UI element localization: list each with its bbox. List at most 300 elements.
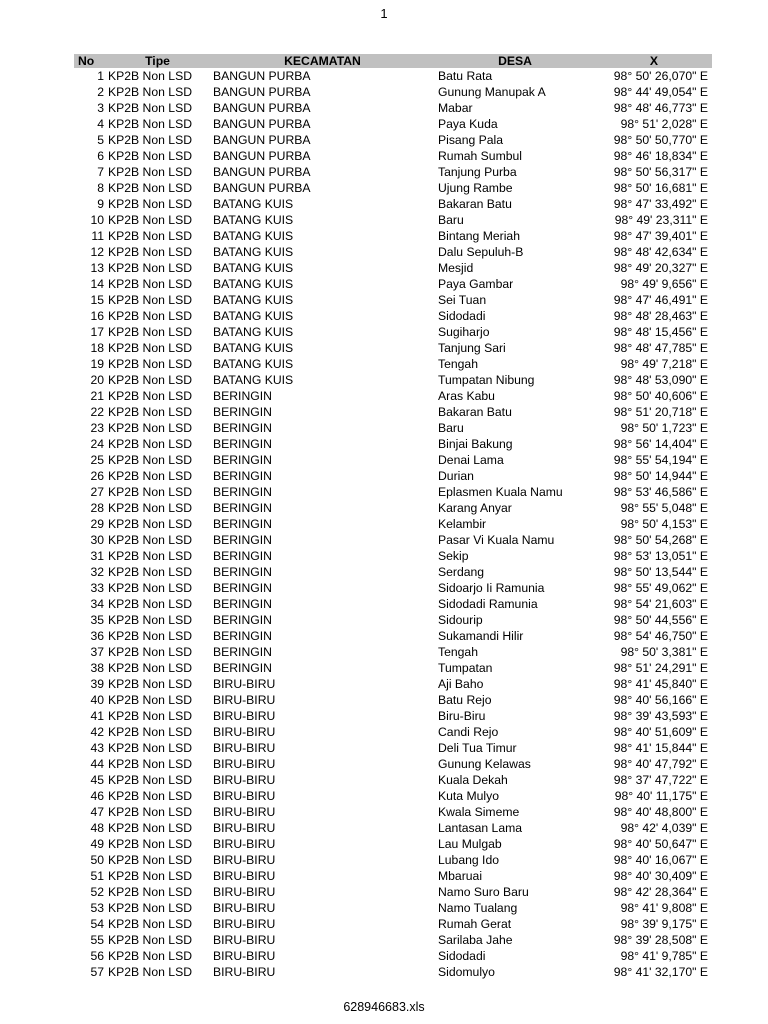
cell-desa: Tanjung Purba <box>438 165 517 179</box>
cell-tipe: KP2B Non LSD <box>108 949 193 963</box>
cell-kecamatan: BATANG KUIS <box>213 245 294 259</box>
table-header-row <box>74 54 712 68</box>
cell-tipe: KP2B Non LSD <box>108 677 193 691</box>
cell-no: 38 <box>90 661 104 675</box>
cell-x: 98° 37' 47,722" E <box>613 773 708 787</box>
cell-kecamatan: BATANG KUIS <box>213 293 294 307</box>
cell-no: 35 <box>90 613 104 627</box>
cell-no: 5 <box>97 133 104 147</box>
cell-no: 43 <box>90 741 104 755</box>
cell-no: 32 <box>90 565 104 579</box>
cell-tipe: KP2B Non LSD <box>108 245 193 259</box>
table-row <box>74 484 712 500</box>
cell-no: 39 <box>90 677 104 691</box>
cell-kecamatan: BIRU-BIRU <box>213 965 276 979</box>
table-row <box>74 404 712 420</box>
cell-no: 17 <box>90 325 104 339</box>
table-row <box>74 324 712 340</box>
cell-tipe: KP2B Non LSD <box>108 101 193 115</box>
table-row <box>74 724 712 740</box>
cell-desa: Bakaran Batu <box>438 197 512 211</box>
cell-tipe: KP2B Non LSD <box>108 213 193 227</box>
cell-tipe: KP2B Non LSD <box>108 117 193 131</box>
cell-x: 98° 48' 47,785" E <box>613 341 708 355</box>
cell-desa: Batu Rata <box>438 69 493 83</box>
cell-x: 98° 51' 2,028" E <box>620 117 708 131</box>
cell-kecamatan: BATANG KUIS <box>213 229 294 243</box>
cell-kecamatan: BERINGIN <box>213 533 272 547</box>
cell-desa: Baru <box>438 213 464 227</box>
cell-x: 98° 55' 54,194" E <box>613 453 708 467</box>
cell-desa: Deli Tua Timur <box>438 741 517 755</box>
cell-kecamatan: BIRU-BIRU <box>213 789 276 803</box>
table-row <box>74 852 712 868</box>
cell-tipe: KP2B Non LSD <box>108 581 193 595</box>
cell-kecamatan: BIRU-BIRU <box>213 741 276 755</box>
cell-x: 98° 51' 24,291" E <box>613 661 708 675</box>
table-row <box>74 276 712 292</box>
cell-x: 98° 41' 15,844" E <box>613 741 708 755</box>
cell-no: 10 <box>90 213 104 227</box>
cell-x: 98° 50' 14,944" E <box>613 469 708 483</box>
cell-desa: Sidourip <box>438 613 483 627</box>
table-row <box>74 548 712 564</box>
cell-no: 45 <box>90 773 104 787</box>
table-row <box>74 148 712 164</box>
cell-no: 7 <box>97 165 104 179</box>
cell-desa: Denai Lama <box>438 453 504 467</box>
cell-kecamatan: BATANG KUIS <box>213 309 294 323</box>
cell-desa: Candi Rejo <box>438 725 499 739</box>
cell-desa: Sidodadi <box>438 949 486 963</box>
cell-kecamatan: BIRU-BIRU <box>213 901 276 915</box>
table-row <box>74 228 712 244</box>
cell-no: 36 <box>90 629 104 643</box>
cell-no: 47 <box>90 805 104 819</box>
cell-kecamatan: BANGUN PURBA <box>213 165 311 179</box>
cell-no: 57 <box>90 965 104 979</box>
table-row <box>74 292 712 308</box>
cell-kecamatan: BERINGIN <box>213 597 272 611</box>
cell-desa: Aras Kabu <box>438 389 495 403</box>
cell-desa: Eplasmen Kuala Namu <box>438 485 563 499</box>
cell-tipe: KP2B Non LSD <box>108 741 193 755</box>
table-row <box>74 500 712 516</box>
cell-kecamatan: BIRU-BIRU <box>213 693 276 707</box>
cell-kecamatan: BERINGIN <box>213 581 272 595</box>
cell-no: 19 <box>90 357 104 371</box>
cell-tipe: KP2B Non LSD <box>108 901 193 915</box>
cell-tipe: KP2B Non LSD <box>108 885 193 899</box>
cell-no: 44 <box>90 757 104 771</box>
table-row <box>74 452 712 468</box>
cell-desa: Tengah <box>438 645 478 659</box>
cell-tipe: KP2B Non LSD <box>108 325 193 339</box>
cell-tipe: KP2B Non LSD <box>108 69 193 83</box>
cell-tipe: KP2B Non LSD <box>108 789 193 803</box>
table-row <box>74 820 712 836</box>
cell-no: 28 <box>90 501 104 515</box>
cell-kecamatan: BIRU-BIRU <box>213 949 276 963</box>
cell-kecamatan: BERINGIN <box>213 405 272 419</box>
cell-tipe: KP2B Non LSD <box>108 917 193 931</box>
cell-kecamatan: BATANG KUIS <box>213 373 294 387</box>
cell-kecamatan: BIRU-BIRU <box>213 853 276 867</box>
cell-tipe: KP2B Non LSD <box>108 485 193 499</box>
cell-desa: Lubang Ido <box>438 853 499 867</box>
cell-desa: Kelambir <box>438 517 487 531</box>
cell-kecamatan: BERINGIN <box>213 549 272 563</box>
cell-tipe: KP2B Non LSD <box>108 133 193 147</box>
cell-tipe: KP2B Non LSD <box>108 693 193 707</box>
cell-kecamatan: BATANG KUIS <box>213 357 294 371</box>
cell-no: 12 <box>90 245 104 259</box>
table-row <box>74 612 712 628</box>
cell-no: 20 <box>90 373 104 387</box>
cell-no: 31 <box>90 549 104 563</box>
cell-x: 98° 50' 54,268" E <box>613 533 708 547</box>
cell-tipe: KP2B Non LSD <box>108 645 193 659</box>
cell-tipe: KP2B Non LSD <box>108 629 193 643</box>
cell-x: 98° 49' 20,327" E <box>613 261 708 275</box>
cell-no: 48 <box>90 821 104 835</box>
table-row <box>74 532 712 548</box>
table-row <box>74 884 712 900</box>
cell-kecamatan: BANGUN PURBA <box>213 117 311 131</box>
header-no: No <box>74 54 104 68</box>
cell-x: 98° 55' 49,062" E <box>613 581 708 595</box>
cell-desa: Ujung Rambe <box>438 181 513 195</box>
cell-no: 24 <box>90 437 104 451</box>
cell-tipe: KP2B Non LSD <box>108 821 193 835</box>
table-row <box>74 868 712 884</box>
cell-desa: Mbaruai <box>438 869 483 883</box>
cell-x: 98° 47' 33,492" E <box>613 197 708 211</box>
cell-x: 98° 40' 16,067" E <box>613 853 708 867</box>
cell-kecamatan: BANGUN PURBA <box>213 181 311 195</box>
cell-kecamatan: BIRU-BIRU <box>213 805 276 819</box>
cell-desa: Bakaran Batu <box>438 405 512 419</box>
table-row <box>74 900 712 916</box>
table-row <box>74 180 712 196</box>
cell-tipe: KP2B Non LSD <box>108 389 193 403</box>
cell-no: 49 <box>90 837 104 851</box>
cell-kecamatan: BATANG KUIS <box>213 341 294 355</box>
cell-desa: Serdang <box>438 565 485 579</box>
header-tipe: Tipe <box>104 54 211 68</box>
cell-x: 98° 39' 9,175" E <box>620 917 708 931</box>
cell-x: 98° 48' 46,773" E <box>613 101 708 115</box>
cell-tipe: KP2B Non LSD <box>108 357 193 371</box>
cell-desa: Sukamandi Hilir <box>438 629 524 643</box>
cell-x: 98° 50' 4,153" E <box>620 517 708 531</box>
cell-x: 98° 42' 28,364" E <box>613 885 708 899</box>
cell-desa: Kuta Mulyo <box>438 789 499 803</box>
cell-no: 41 <box>90 709 104 723</box>
cell-tipe: KP2B Non LSD <box>108 373 193 387</box>
cell-no: 9 <box>97 197 104 211</box>
table-row <box>74 308 712 324</box>
table-row <box>74 244 712 260</box>
table-row <box>74 196 712 212</box>
cell-kecamatan: BIRU-BIRU <box>213 837 276 851</box>
cell-tipe: KP2B Non LSD <box>108 773 193 787</box>
cell-kecamatan: BATANG KUIS <box>213 261 294 275</box>
cell-no: 21 <box>90 389 104 403</box>
cell-kecamatan: BERINGIN <box>213 501 272 515</box>
cell-kecamatan: BERINGIN <box>213 517 272 531</box>
cell-no: 22 <box>90 405 104 419</box>
cell-no: 46 <box>90 789 104 803</box>
cell-kecamatan: BIRU-BIRU <box>213 773 276 787</box>
header-kecamatan: KECAMATAN <box>211 54 434 68</box>
table-row <box>74 948 712 964</box>
cell-desa: Pasar Vi Kuala Namu <box>438 533 555 547</box>
cell-x: 98° 50' 16,681" E <box>613 181 708 195</box>
cell-desa: Namo Tualang <box>438 901 518 915</box>
table-row <box>74 84 712 100</box>
cell-tipe: KP2B Non LSD <box>108 501 193 515</box>
cell-desa: Gunung Manupak A <box>438 85 546 99</box>
cell-tipe: KP2B Non LSD <box>108 437 193 451</box>
cell-kecamatan: BIRU-BIRU <box>213 869 276 883</box>
cell-desa: Binjai Bakung <box>438 437 513 451</box>
cell-desa: Sugiharjo <box>438 325 490 339</box>
table-row <box>74 212 712 228</box>
cell-no: 13 <box>90 261 104 275</box>
cell-desa: Karang Anyar <box>438 501 512 515</box>
cell-no: 3 <box>97 101 104 115</box>
cell-x: 98° 41' 32,170" E <box>613 965 708 979</box>
table-row <box>74 772 712 788</box>
cell-desa: Tengah <box>438 357 478 371</box>
data-table <box>74 54 712 980</box>
cell-no: 56 <box>90 949 104 963</box>
table-row <box>74 68 712 84</box>
cell-desa: Bintang Meriah <box>438 229 520 243</box>
cell-no: 18 <box>90 341 104 355</box>
table-row <box>74 436 712 452</box>
cell-x: 98° 54' 21,603" E <box>613 597 708 611</box>
cell-x: 98° 50' 26,070" E <box>613 69 708 83</box>
cell-kecamatan: BIRU-BIRU <box>213 917 276 931</box>
cell-no: 51 <box>90 869 104 883</box>
cell-tipe: KP2B Non LSD <box>108 757 193 771</box>
table-row <box>74 804 712 820</box>
cell-no: 6 <box>97 149 104 163</box>
cell-kecamatan: BANGUN PURBA <box>213 101 311 115</box>
cell-x: 98° 50' 56,317" E <box>613 165 708 179</box>
cell-x: 98° 50' 44,556" E <box>613 613 708 627</box>
cell-x: 98° 41' 9,808" E <box>620 901 708 915</box>
cell-x: 98° 51' 20,718" E <box>613 405 708 419</box>
cell-tipe: KP2B Non LSD <box>108 197 193 211</box>
cell-tipe: KP2B Non LSD <box>108 469 193 483</box>
cell-kecamatan: BIRU-BIRU <box>213 885 276 899</box>
cell-kecamatan: BANGUN PURBA <box>213 85 311 99</box>
cell-x: 98° 40' 51,609" E <box>613 725 708 739</box>
cell-no: 11 <box>91 229 104 243</box>
cell-kecamatan: BATANG KUIS <box>213 325 294 339</box>
table-row <box>74 116 712 132</box>
cell-tipe: KP2B Non LSD <box>108 277 193 291</box>
cell-no: 53 <box>90 901 104 915</box>
cell-no: 26 <box>90 469 104 483</box>
cell-x: 98° 42' 4,039" E <box>620 821 708 835</box>
cell-x: 98° 46' 18,834" E <box>613 149 708 163</box>
cell-x: 98° 40' 48,800" E <box>613 805 708 819</box>
cell-desa: Rumah Gerat <box>438 917 512 931</box>
cell-no: 25 <box>90 453 104 467</box>
cell-no: 54 <box>90 917 104 931</box>
cell-x: 98° 53' 13,051" E <box>613 549 708 563</box>
table-row <box>74 788 712 804</box>
table-row <box>74 644 712 660</box>
cell-tipe: KP2B Non LSD <box>108 453 193 467</box>
cell-no: 50 <box>90 853 104 867</box>
cell-desa: Baru <box>438 421 464 435</box>
cell-no: 55 <box>90 933 104 947</box>
cell-x: 98° 41' 9,785" E <box>620 949 708 963</box>
cell-x: 98° 50' 50,770" E <box>613 133 708 147</box>
table-row <box>74 564 712 580</box>
cell-x: 98° 40' 50,647" E <box>613 837 708 851</box>
table-row <box>74 516 712 532</box>
table-row <box>74 740 712 756</box>
cell-kecamatan: BERINGIN <box>213 645 272 659</box>
cell-desa: Paya Gambar <box>438 277 514 291</box>
cell-kecamatan: BIRU-BIRU <box>213 933 276 947</box>
cell-tipe: KP2B Non LSD <box>108 309 193 323</box>
cell-tipe: KP2B Non LSD <box>108 565 193 579</box>
table-row <box>74 340 712 356</box>
file-name-footer: 628946683.xls <box>343 1000 425 1014</box>
cell-tipe: KP2B Non LSD <box>108 165 193 179</box>
cell-no: 4 <box>97 117 104 131</box>
table-row <box>74 132 712 148</box>
cell-desa: Dalu Sepuluh-B <box>438 245 524 259</box>
cell-desa: Namo Suro Baru <box>438 885 529 899</box>
cell-desa: Batu Rejo <box>438 693 492 707</box>
cell-desa: Lau Mulgab <box>438 837 502 851</box>
cell-no: 29 <box>90 517 104 531</box>
table-row <box>74 916 712 932</box>
cell-tipe: KP2B Non LSD <box>108 869 193 883</box>
table-row <box>74 100 712 116</box>
cell-x: 98° 47' 46,491" E <box>613 293 708 307</box>
cell-no: 42 <box>90 725 104 739</box>
cell-no: 14 <box>90 277 104 291</box>
cell-x: 98° 48' 15,456" E <box>613 325 708 339</box>
cell-no: 16 <box>90 309 104 323</box>
cell-tipe: KP2B Non LSD <box>108 709 193 723</box>
cell-kecamatan: BANGUN PURBA <box>213 69 311 83</box>
table-row <box>74 580 712 596</box>
table-row <box>74 356 712 372</box>
table-row <box>74 164 712 180</box>
cell-desa: Sei Tuan <box>438 293 487 307</box>
cell-tipe: KP2B Non LSD <box>108 533 193 547</box>
cell-tipe: KP2B Non LSD <box>108 405 193 419</box>
cell-x: 98° 47' 39,401" E <box>613 229 708 243</box>
cell-tipe: KP2B Non LSD <box>108 613 193 627</box>
cell-x: 98° 40' 11,175" E <box>614 789 708 803</box>
cell-desa: Sidomulyo <box>438 965 495 979</box>
cell-tipe: KP2B Non LSD <box>108 597 193 611</box>
cell-x: 98° 50' 3,381" E <box>620 645 708 659</box>
cell-no: 27 <box>90 485 104 499</box>
cell-no: 2 <box>97 85 104 99</box>
cell-desa: Gunung Kelawas <box>438 757 531 771</box>
cell-kecamatan: BATANG KUIS <box>213 277 294 291</box>
cell-kecamatan: BERINGIN <box>213 437 272 451</box>
cell-tipe: KP2B Non LSD <box>108 965 193 979</box>
cell-no: 37 <box>90 645 104 659</box>
cell-tipe: KP2B Non LSD <box>108 341 193 355</box>
cell-x: 98° 40' 30,409" E <box>613 869 708 883</box>
table-row <box>74 676 712 692</box>
cell-desa: Mesjid <box>438 261 474 275</box>
table-body <box>74 68 712 980</box>
cell-no: 23 <box>90 421 104 435</box>
cell-desa: Paya Kuda <box>438 117 498 131</box>
cell-desa: Sarilaba Jahe <box>438 933 513 947</box>
cell-tipe: KP2B Non LSD <box>108 853 193 867</box>
cell-tipe: KP2B Non LSD <box>108 933 193 947</box>
cell-no: 30 <box>90 533 104 547</box>
cell-x: 98° 54' 46,750" E <box>613 629 708 643</box>
cell-tipe: KP2B Non LSD <box>108 85 193 99</box>
cell-kecamatan: BERINGIN <box>213 469 272 483</box>
cell-desa: Rumah Sumbul <box>438 149 522 163</box>
cell-desa: Lantasan Lama <box>438 821 523 835</box>
cell-desa: Aji Baho <box>438 677 484 691</box>
cell-x: 98° 56' 14,404" E <box>613 437 708 451</box>
cell-tipe: KP2B Non LSD <box>108 181 193 195</box>
cell-tipe: KP2B Non LSD <box>108 261 193 275</box>
cell-desa: Kuala Dekah <box>438 773 508 787</box>
cell-tipe: KP2B Non LSD <box>108 517 193 531</box>
cell-x: 98° 44' 49,054" E <box>613 85 708 99</box>
cell-x: 98° 50' 1,723" E <box>620 421 708 435</box>
table-row <box>74 660 712 676</box>
cell-no: 1 <box>97 69 104 83</box>
table-row <box>74 596 712 612</box>
cell-kecamatan: BATANG KUIS <box>213 213 294 227</box>
cell-kecamatan: BERINGIN <box>213 421 272 435</box>
cell-kecamatan: BERINGIN <box>213 613 272 627</box>
cell-kecamatan: BIRU-BIRU <box>213 709 276 723</box>
page-number: 1 <box>380 6 388 21</box>
cell-x: 98° 49' 7,218" E <box>620 357 708 371</box>
cell-no: 15 <box>90 293 104 307</box>
cell-tipe: KP2B Non LSD <box>108 149 193 163</box>
cell-no: 8 <box>97 181 104 195</box>
cell-desa: Durian <box>438 469 474 483</box>
cell-no: 33 <box>90 581 104 595</box>
cell-tipe: KP2B Non LSD <box>108 837 193 851</box>
table-row <box>74 388 712 404</box>
cell-x: 98° 39' 28,508" E <box>613 933 708 947</box>
cell-x: 98° 49' 9,656" E <box>620 277 708 291</box>
cell-kecamatan: BIRU-BIRU <box>213 677 276 691</box>
cell-tipe: KP2B Non LSD <box>108 229 193 243</box>
cell-tipe: KP2B Non LSD <box>108 293 193 307</box>
cell-desa: Sekip <box>438 549 469 563</box>
cell-desa: Sidodadi Ramunia <box>438 597 538 611</box>
table-row <box>74 836 712 852</box>
cell-x: 98° 48' 28,463" E <box>613 309 708 323</box>
